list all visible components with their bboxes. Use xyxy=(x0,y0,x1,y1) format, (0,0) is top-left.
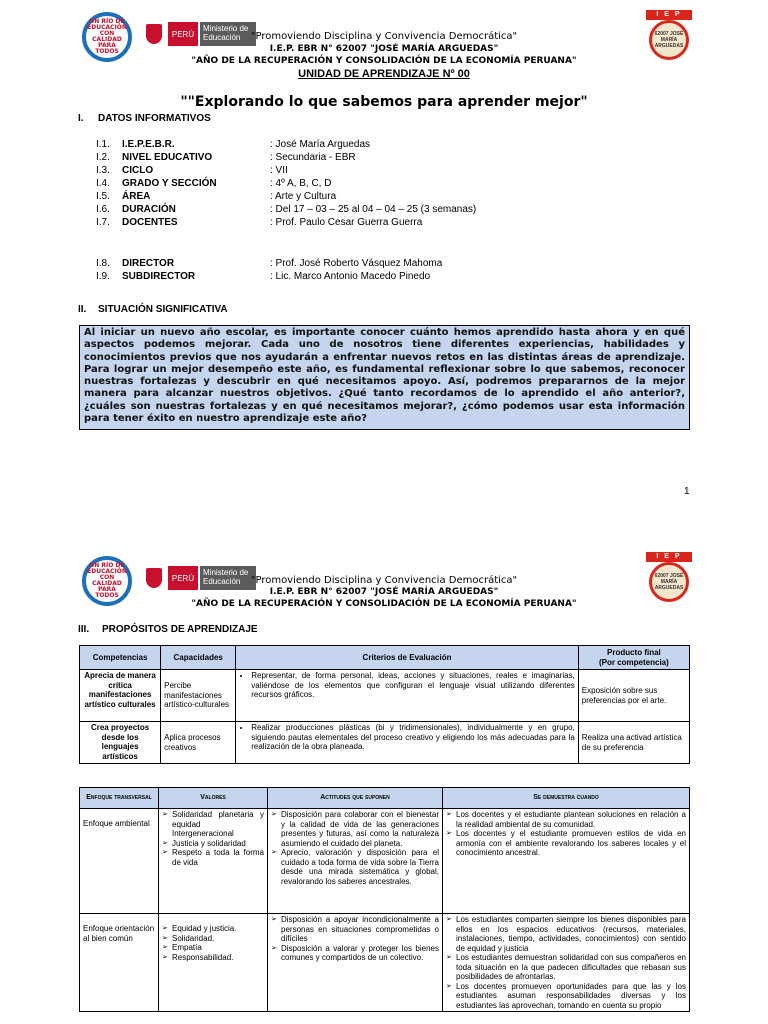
iep-badge: I E P xyxy=(646,10,692,20)
col-header: Producto final (Por competencia) xyxy=(578,646,689,670)
actitudes-cell xyxy=(268,914,443,1012)
datos-row: I.7. DOCENTES : Prof. Paulo Cesar Guerra Guerra xyxy=(96,217,423,228)
school-seal-icon: 62007 JOSÉ MARÍA ARGUEDAS xyxy=(649,562,689,602)
demuestra-cell xyxy=(443,809,690,914)
datos-row: I.8. DIRECTOR : Prof. José Roberto Vásquez Mahoma xyxy=(96,258,443,269)
slogan: "Promoviendo Disciplina y Convivencia Democrática" xyxy=(250,575,518,586)
col-header: Criterios de Evaluación xyxy=(236,646,579,670)
list-item: ➢ Disposición a valorar y proteger los bienes comunes y compartidos de un colectivo. xyxy=(281,944,439,963)
section-propositos-heading: III. PROPÓSITOS DE APRENDIZAJE xyxy=(78,624,258,635)
datos-row: I.1. I.E.P.E.B.R. : José María Arguedas xyxy=(96,139,371,150)
datos-row: I.6. DURACIÓN : Del 17 – 03 – 25 al 04 – 04 – 25 (3 semanas) xyxy=(96,204,477,215)
list-item: ➢ Respeto a toda la forma de vida xyxy=(172,848,264,867)
criterio-cell xyxy=(236,722,579,764)
datos-row: I.4. GRADO Y SECCIÓN : 4º A, B, C, D xyxy=(96,178,332,189)
iep-badge: I E P xyxy=(646,552,692,562)
col-header: Se demuestra cuando xyxy=(443,788,690,809)
page-2 xyxy=(0,548,768,1024)
school-name: I.E.P. EBR N° 62007 "JOSÉ MARÍA ARGUEDAS" xyxy=(269,44,499,54)
col-header: Valores xyxy=(159,788,268,809)
list-item: ➢ Los docentes y el estudiante plantean soluciones en relación a la realidad ambiental de su comunidad. xyxy=(456,810,686,829)
school-seal-icon: 62007 JOSÉ MARÍA ARGUEDAS xyxy=(649,20,689,60)
demuestra-cell xyxy=(443,914,690,1012)
peru-label: PERÚ xyxy=(168,566,198,590)
school-name: I.E.P. EBR N° 62007 "JOSÉ MARÍA ARGUEDAS" xyxy=(269,587,499,597)
list-item: ➢ Equidad y justicia. xyxy=(172,924,264,934)
situacion-box: Al iniciar un nuevo año escolar, es importante conocer cuánto hemos aprendido hasta ahora y en qué aspectos podemos mejorar. Cada uno de nosotros tiene diferentes experiencias, habilidades y conocimientos previos que nos ayudarán a enfrentar nuevos retos en las distintas áreas de aprendizaje. Para lograr un mejor desempeño este año, es fundamental reflexionar sobre lo que sabemos, reconocer nuestras fortalezas y descubrir en qué necesitamos apoyo. Así, podremos prepararnos de la mejor manera para alcanzar nuestros objetivos. ¿Qué tanto recordamos de lo aprendido el año anterior?, ¿cuáles son nuestras fortalezas y en qué necesitamos mejorar?, ¿cómo podemos usar esta información para tener éxito en nuestro aprendizaje este año? xyxy=(79,325,690,430)
list-item: ➢ Solidaridad planetaria y equidad Intergeneracional xyxy=(172,810,264,839)
ministry-label: Ministerio de Educación xyxy=(200,22,256,46)
datos-row: I.5. ÁREA : Arte y Cultura xyxy=(96,191,337,202)
list-item: ➢ Los estudiantes comparten siempre los bienes disponibles para ellos en los espacios educativos (recursos, materiales, instalaciones, tiempo, actividades, conocimientos) con sentido de equidad y justicia xyxy=(456,915,686,953)
list-item: ➢ Solidaridad. xyxy=(172,934,264,944)
list-item: ➢ Justicia y solidaridad xyxy=(172,839,264,849)
criterio-cell xyxy=(236,670,579,722)
year-name: "AÑO DE LA RECUPERACIÓN Y CONSOLIDACIÓN DE LA ECONOMÍA PERUANA" xyxy=(191,599,577,609)
enfoques-table xyxy=(79,787,690,1012)
table-row xyxy=(80,914,690,1012)
list-item: ➢ Aprecio, valoración y disposición para el cuidado a toda forma de vida sobre la Tierra desde una mirada sistemática y global, revalorando los saberes ancestrales. xyxy=(281,848,439,886)
col-header: Capacidades xyxy=(161,646,236,670)
list-item: • Representar, de forma personal, ideas, acciones y situaciones, reales e imaginarias, valiéndose de los elementos que configuran el lenguaje visual utilizando diferentes recursos gráficos. xyxy=(251,671,575,700)
peru-label: PERÚ xyxy=(168,22,198,46)
education-seal-icon: UN RÍO DE EDUCACIÓN CON CALIDAD PARA TODOS xyxy=(82,12,132,62)
table-row xyxy=(80,722,690,764)
list-item: ➢ Empatía xyxy=(172,943,264,953)
datos-row: I.3. CICLO : VII xyxy=(96,165,288,176)
datos-row: I.2. NIVEL EDUCATIVO : Secundaria - EBR xyxy=(96,152,356,163)
section-datos-heading: I. DATOS INFORMATIVOS xyxy=(78,113,211,124)
page-number: 1 xyxy=(684,486,690,497)
capacidad-cell: Percibe manifestaciones artístico-culturales xyxy=(161,670,236,722)
col-header: Actitudes que suponen xyxy=(268,788,443,809)
competencia-cell: Crea proyectos desde los lenguajes artísticos xyxy=(80,722,161,764)
enfoque-cell: Enfoque orientación al bien común xyxy=(80,914,159,1012)
producto-cell: Realiza una activad artística de su preferencia xyxy=(578,722,689,764)
list-item: ➢ Los estudiantes demuestran solidaridad con sus compañeros en toda situación en la que padecen dificultades que rebasan sus posibilidades de afrontarlas. xyxy=(456,953,686,982)
ministry-label: Ministerio de Educación xyxy=(200,566,256,590)
actitudes-cell xyxy=(268,809,443,914)
producto-cell: Exposición sobre sus preferencias por el arte. xyxy=(578,670,689,722)
datos-row: I.9. SUBDIRECTOR : Lic. Marco Antonio Macedo Pinedo xyxy=(96,271,431,282)
table-row xyxy=(80,809,690,914)
list-item: ➢ Disposición a apoyar incondicionalmente a personas en situaciones comprometidas o difíciles xyxy=(281,915,439,944)
education-seal-icon: UN RÍO DE EDUCACIÓN CON CALIDAD PARA TODOS xyxy=(82,556,132,606)
year-name: "AÑO DE LA RECUPERACIÓN Y CONSOLIDACIÓN DE LA ECONOMÍA PERUANA" xyxy=(191,56,577,66)
valores-cell xyxy=(159,809,268,914)
unidad-title: UNIDAD DE APRENDIZAJE Nº 00 xyxy=(298,68,470,80)
col-header: Enfoque transversal xyxy=(80,788,159,809)
table-row xyxy=(80,670,690,722)
col-header: Competencias xyxy=(80,646,161,670)
capacidad-cell: Aplica procesos creativos xyxy=(161,722,236,764)
section-situacion-heading: II. SITUACIÓN SIGNIFICATIVA xyxy=(78,304,228,315)
table-header-row xyxy=(80,646,690,670)
enfoque-cell: Enfoque ambiental xyxy=(80,809,159,914)
slogan: "Promoviendo Disciplina y Convivencia Democrática" xyxy=(250,31,518,42)
list-item: ➢ Disposición para colaborar con el bienestar y la calidad de vida de las generaciones presentes y futuras, así como la naturaleza asumiendo el cuidado del planeta. xyxy=(281,810,439,848)
list-item: • Realizar producciones plásticas (bi y tridimensionales), individualmente y en grupo, siguiendo pautas elementales del proceso creativo y eligiendo los más adecuadas para la realización de la obra planeada. xyxy=(251,723,575,752)
competencia-cell: Aprecia de manera crítica manifestaciones artístico culturales xyxy=(80,670,161,722)
list-item: ➢ Los docentes y el estudiante promueven estilos de vida en armonía con el ambiente revalorando los saberes locales y el conocimiento ancestral. xyxy=(456,829,686,858)
main-title: ""Explorando lo que sabemos para aprender mejor" xyxy=(180,94,588,110)
table-header-row xyxy=(80,788,690,809)
list-item: ➢ Responsabilidad. xyxy=(172,953,264,963)
propositos-table xyxy=(79,645,690,764)
list-item: ➢ Los docentes promueven oportunidades para que las y los estudiantes asuman responsabilidades diversas y los estudiantes las aprovechan, tomando en cuenta su propio xyxy=(456,982,686,1011)
valores-cell xyxy=(159,914,268,1012)
